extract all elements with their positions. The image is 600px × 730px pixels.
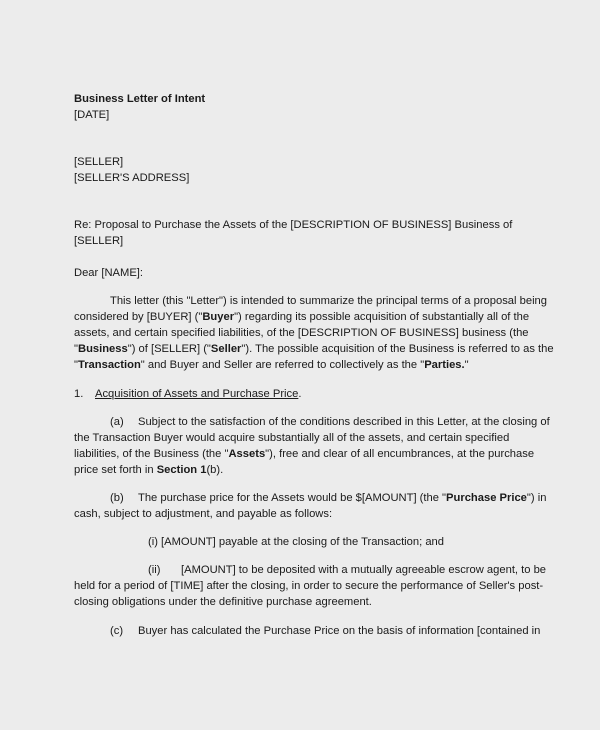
item-ii-label: (ii) xyxy=(148,564,161,576)
para-b-line-2: cash, subject to adjustment, and payable as follows: xyxy=(74,508,333,520)
para-a-line-2: the Transaction Buyer would acquire substantially all of the assets, and certain specified xyxy=(74,432,510,444)
para-c-label: (c) xyxy=(110,625,124,637)
para-a-label: (a) xyxy=(110,416,124,428)
intro-line-2: considered by [BUYER] ("Buyer") regarding its possible acquisition of substantially all of the xyxy=(74,311,530,323)
para-a-line-1: Subject to the satisfaction of the conditions described in this Letter, at the closing of xyxy=(138,416,550,428)
item-ii-line-3: closing obligations under the definitive purchase agreement. xyxy=(74,596,372,608)
intro-line-4: "Business") of [SELLER] ("Seller"). The possible acquisition of the Business is referred to as the xyxy=(74,343,554,355)
assets-term: Assets xyxy=(228,448,266,460)
section-reference: Section 1 xyxy=(156,464,207,476)
para-b-label: (b) xyxy=(110,492,124,504)
intro-line-5: "Transaction" and Buyer and Seller are referred to collectively as the "Parties." xyxy=(74,359,469,371)
section-1-heading: Acquisition of Assets and Purchase Price. xyxy=(95,388,302,400)
seller-name: [SELLER] xyxy=(74,156,124,168)
intro-line-3: assets, and certain specified liabilities, of the [DESCRIPTION OF BUSINESS] business (the xyxy=(74,327,529,339)
item-ii-line-2: held for a period of [TIME] after the closing, in order to secure the performance of Seller's post- xyxy=(74,580,544,592)
para-a-line-3: liabilities, of the Business (the "Assets"), free and clear of all encumbrances, at the purchase xyxy=(74,448,535,460)
purchase-price-term: Purchase Price xyxy=(446,492,527,504)
document-title: Business Letter of Intent xyxy=(74,93,206,105)
para-a-line-4: price set forth in Section 1(b). xyxy=(74,464,224,476)
item-ii-line-1: [AMOUNT] to be deposited with a mutually agreeable escrow agent, to be xyxy=(181,564,547,576)
intro-line-1: This letter (this "Letter") is intended to summarize the principal terms of a proposal being xyxy=(110,295,547,307)
seller-term: Seller xyxy=(210,343,242,355)
re-line-2: [SELLER] xyxy=(74,235,124,247)
para-b-line-1: The purchase price for the Assets would be $[AMOUNT] (the "Purchase Price") in xyxy=(138,492,547,504)
faint-watermark xyxy=(40,678,80,696)
item-i: (i) [AMOUNT] payable at the closing of the Transaction; and xyxy=(148,536,444,548)
date-field: [DATE] xyxy=(74,109,110,121)
section-1-number: 1. xyxy=(74,388,84,400)
seller-address: [SELLER'S ADDRESS] xyxy=(74,172,190,184)
para-c-line-1: Buyer has calculated the Purchase Price on the basis of information [contained in xyxy=(138,625,541,637)
business-term: Business xyxy=(77,343,128,355)
salutation: Dear [NAME]: xyxy=(74,267,144,279)
parties-term: Parties. xyxy=(424,359,465,371)
transaction-term: Transaction xyxy=(77,359,141,371)
buyer-term: Buyer xyxy=(202,311,235,323)
re-line-1: Re: Proposal to Purchase the Assets of the [DESCRIPTION OF BUSINESS] Business of xyxy=(74,219,513,231)
